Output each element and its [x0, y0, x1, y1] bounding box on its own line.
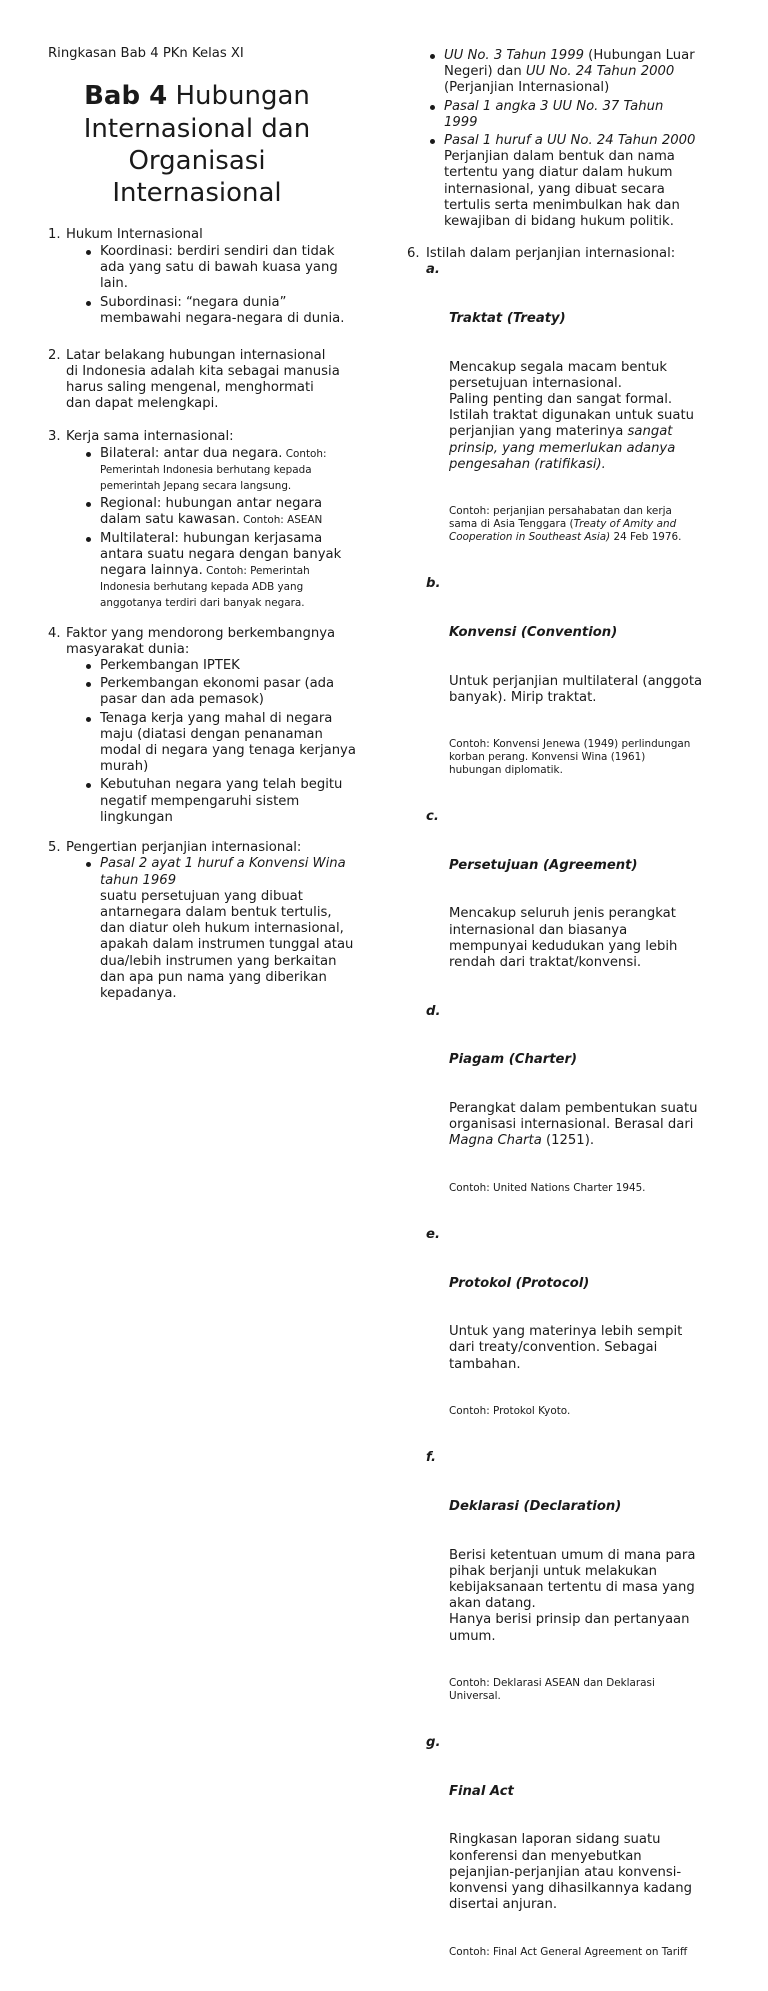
list-letter: g. [426, 1735, 441, 1751]
item-text: Multilateral: hubungan kerjasama antara suatu negara dengan banyak negara lainnya. [100, 530, 342, 579]
list-item: Koordinasi: berdiri sendiri dan tidak ada yang satu di bawah kuasa yang lain. [100, 244, 378, 293]
example-text: Contoh: Final Act General Agreement on Tariff [449, 1945, 688, 1958]
list-item [444, 48, 762, 97]
term-title: Traktat (Treaty) [449, 311, 566, 327]
source-reference: Pasal 2 ayat 1 huruf a Konvensi Wina tahun 1969 [100, 856, 346, 888]
term-text: (1251). [541, 1133, 595, 1149]
list-item [100, 446, 378, 495]
example-text: Contoh: Protokol Kyoto. [449, 1405, 571, 1418]
section-5 [48, 840, 378, 1002]
list-item: Perkembangan ekonomi pasar (ada pasar dan ada pemasok) [100, 676, 378, 708]
section-title: Pengertian perjanjian internasional: [66, 840, 302, 856]
list-item: Perkembangan IPTEK [100, 658, 378, 674]
term-title: Konvensi (Convention) [449, 624, 618, 640]
example-text: 24 Feb 1976. [610, 531, 682, 544]
example-text: Contoh: perjanjian persahabatan dan kerja sama di Asia Tenggara ( [449, 505, 672, 531]
term-text: Untuk perjanjian multilateral (anggota banyak). Mirip traktat. [449, 673, 703, 705]
example-text: Contoh: Pemerintah Indonesia berhutang kepada ADB yang anggotanya terdiri dari banyak negara. [100, 565, 310, 610]
term-convention [426, 576, 762, 809]
source-reference: UU No. 24 Tahun 2000 [525, 64, 675, 80]
term-text: Mencakup segala macam bentuk persetujuan internasional. Paling penting dan sangat formal. Istilah traktat digunakan untuk suatu perjanjian yang materinya [449, 359, 694, 440]
list-item [100, 531, 378, 612]
term-text: sangat prinsip, yang memerlukan adanya pengesahan (ratifikasi). [449, 424, 676, 472]
left-column [48, 46, 378, 1002]
example-text: Contoh: Pemerintah Indonesia berhutang kepada pemerintah Jepang secara langsung. [100, 447, 327, 493]
term-title: Protokol (Protocol) [449, 1275, 590, 1291]
section-1 [48, 227, 378, 327]
section-5-continued [407, 48, 762, 230]
list-item: Pasal 1 angka 3 UU No. 37 Tahun 1999 [444, 99, 762, 131]
term-text: Magna Charta [449, 1133, 542, 1149]
chapter-name: Hubungan Internasional dan Organisasi Internasional [83, 81, 311, 209]
section-title: Istilah dalam perjanjian internasional: [426, 246, 676, 262]
section-3 [48, 429, 378, 611]
term-title: Final Act [449, 1783, 514, 1799]
list-letter: a. [426, 262, 440, 278]
list-item: Tenaga kerja yang mahal di negara maju (diatasi dengan penanaman modal di negara yang tenaga kerjanya murah) [100, 711, 378, 776]
list-number: 5. [48, 840, 61, 856]
term-declaration [426, 1450, 762, 1735]
item-text: (Perjanjian Internasional) [444, 80, 610, 96]
item-text: Perjanjian dalam bentuk dan nama tertentu yang diatur dalam hukum internasional, yang dibuat secara tertulis serta menimbulkan hak dan kewajiban di bidang hukum politik. [444, 149, 680, 230]
term-text: Mencakup seluruh jenis perangkat internasional dan biasanya mempunyai kedudukan yang lebih rendah dari traktat/konvensi. [449, 906, 678, 970]
section-title: Faktor yang mendorong berkembangnya masyarakat dunia: [66, 625, 336, 657]
term-treaty [426, 262, 762, 576]
list-item [100, 856, 378, 1002]
term-title: Piagam (Charter) [449, 1052, 578, 1068]
right-column [407, 48, 762, 1991]
example-text: Treaty of Amity and Cooperation in Southeast Asia) [449, 518, 677, 544]
term-agreement [426, 809, 762, 1003]
chapter-title [48, 80, 346, 209]
example-text: Contoh: Konvensi Jenewa (1949) perlindungan korban perang. Konvensi Wina (1961) hubungan diplomatik. [449, 738, 691, 776]
example-text: Contoh: United Nations Charter 1945. [449, 1181, 646, 1194]
term-text: Berisi ketentuan umum di mana para pihak berjanji untuk melakukan kebijaksanaan tertentu di masa yang akan datang. Hanya berisi prinsip dan pertanyaan umum. [449, 1547, 696, 1644]
list-item [444, 133, 762, 230]
section-title: Kerja sama internasional: [66, 429, 234, 445]
term-text: Untuk yang materinya lebih sempit dari treaty/convention. Sebagai tambahan. [449, 1324, 683, 1372]
example-text [449, 505, 762, 543]
term-protocol [426, 1226, 762, 1450]
list-number: 1. [48, 227, 61, 243]
section-title: Hukum Internasional [66, 227, 203, 243]
section-2 [48, 348, 378, 413]
list-letter: c. [426, 809, 439, 825]
list-number: 3. [48, 429, 61, 445]
list-number: 4. [48, 625, 61, 641]
term-text: Perangkat dalam pembentukan suatu organisasi internasional. Berasal dari [449, 1100, 698, 1132]
list-number: 6. [407, 246, 420, 262]
source-reference: Pasal 1 huruf a UU No. 24 Tahun 2000 [444, 133, 696, 149]
list-letter: d. [426, 1003, 441, 1019]
item-text: Bilateral: antar dua negara. [100, 445, 283, 461]
example-text: Contoh: Deklarasi ASEAN dan Deklarasi Universal. [449, 1677, 655, 1703]
list-item: Kebutuhan negara yang telah begitu negatif mempengaruhi sistem lingkungan [100, 777, 378, 826]
chapter-number: Bab 4 [84, 81, 168, 112]
item-text: suatu persetujuan yang dibuat antarnegara dalam bentuk tertulis, dan diatur oleh hukum internasional, apakah dalam instrumen tunggal atau dua/lebih instrumen yang berkaitan dan apa pun nama yang diberikan kepadanya. [100, 888, 354, 1001]
source-reference: UU No. 3 Tahun 1999 [444, 48, 584, 63]
section-4 [48, 626, 378, 826]
section-6 [407, 246, 762, 1991]
example-text: Contoh: ASEAN [239, 514, 323, 527]
list-item: Subordinasi: “negara dunia” membawahi negara-negara di dunia. [100, 295, 378, 327]
item-text: Regional: hubungan antar negara dalam satu kawasan. [100, 496, 323, 528]
term-final-act [426, 1735, 762, 1991]
list-item [100, 496, 378, 528]
list-letter: b. [426, 576, 441, 592]
section-text: Latar belakang hubungan internasional di Indonesia adalah kita sebagai manusia harus saling mengenal, menghormati dan dapat melengkapi. [66, 347, 340, 412]
term-title: Persetujuan (Agreement) [449, 857, 638, 873]
term-charter [426, 1003, 762, 1227]
list-number: 2. [48, 347, 61, 363]
document-header: Ringkasan Bab 4 PKn Kelas XI [48, 46, 244, 61]
list-letter: e. [426, 1226, 440, 1242]
list-letter: f. [426, 1450, 437, 1466]
term-title: Deklarasi (Declaration) [449, 1499, 622, 1515]
item-text: (Hubungan Luar Negeri) dan [444, 48, 695, 80]
term-text: Ringkasan laporan sidang suatu konferensi dan menyebutkan pejanjian-perjanjian atau konvensi- konvensi yang dihasilkannya kadang disertai anjuran. [449, 1832, 693, 1913]
